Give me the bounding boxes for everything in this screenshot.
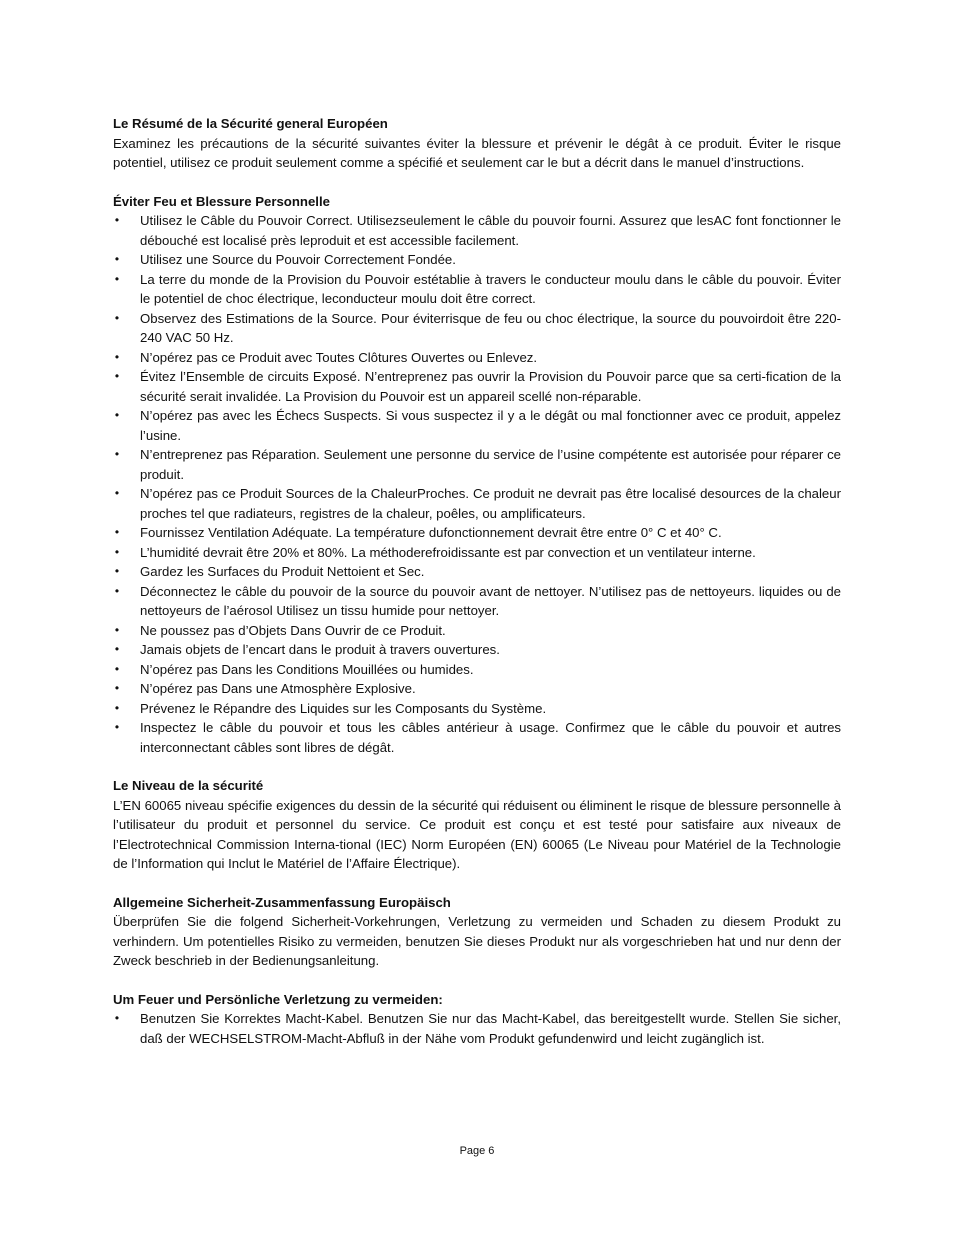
list-item-text: N’entreprenez pas Réparation. Seulement une personne du service de l’usine compétente est autorisée pour réparer ce produit. bbox=[140, 447, 841, 482]
bullet-icon: • bbox=[114, 447, 120, 461]
section-paragraph: Überprüfen Sie die folgend Sicherheit-Vorkehrungen, Verletzung zu vermeiden und Schaden zu diesem Produkt zu verhindern. Um potentielles Risiko zu vermeiden, benutzen Sie dieses Produkt nur als vorgeschrieben hat und nur denn der Zweck beschrieb in der Bedienungsanleitung. bbox=[113, 914, 841, 968]
section-avoid-fire-injury-de bbox=[113, 990, 841, 1049]
list-item bbox=[113, 679, 841, 699]
list-item-text: Évitez l’Ensemble de circuits Exposé. N’entreprenez pas ouvrir la Provision du Pouvoir parce que sa certi-fication de la sécurité serait invalidée. La Provision du Pouvoir est un appareil scellé non-réparable. bbox=[140, 369, 841, 404]
list-item bbox=[113, 582, 841, 621]
list-item bbox=[113, 562, 841, 582]
list-item-text: Déconnectez le câble du pouvoir de la source du pouvoir avant de nettoyer. N’utilisez pas de nettoyeurs. liquides ou de nettoyeurs de l’aérosol Utilisez un tissu humide pour nettoyer. bbox=[140, 583, 841, 618]
section-safety-level-fr bbox=[113, 776, 841, 874]
section-heading: Le Résumé de la Sécurité general Européen bbox=[113, 116, 388, 131]
section-heading: Le Niveau de la sécurité bbox=[113, 778, 264, 793]
list-item-text: N’opérez pas Dans les Conditions Mouillées ou humides. bbox=[140, 661, 474, 677]
list-item bbox=[113, 660, 841, 680]
list-item-text: Prévenez le Répandre des Liquides sur les Composants du Système. bbox=[140, 700, 547, 716]
bullet-list bbox=[113, 211, 841, 757]
list-item-text: N’opérez pas ce Produit avec Toutes Clôtures Ouvertes ou Enlevez. bbox=[140, 349, 538, 365]
list-item bbox=[113, 309, 841, 348]
bullet-icon: • bbox=[114, 661, 120, 676]
section-heading: Éviter Feu et Blessure Personnelle bbox=[113, 193, 330, 209]
bullet-icon: • bbox=[114, 349, 120, 364]
list-item-text: N’opérez pas Dans une Atmosphère Explosive. bbox=[140, 681, 416, 696]
list-item bbox=[113, 543, 841, 563]
list-item bbox=[113, 406, 841, 445]
list-item-text: Jamais objets de l’encart dans le produit à travers ouvertures. bbox=[140, 642, 500, 657]
bullet-icon: • bbox=[114, 544, 120, 559]
list-item bbox=[113, 621, 841, 641]
list-item-text: Ne poussez pas d’Objets Dans Ouvrir de ce Produit. bbox=[140, 622, 446, 638]
bullet-icon: • bbox=[114, 486, 120, 500]
list-item bbox=[113, 718, 841, 757]
list-item-text: Utilisez une Source du Pouvoir Correctement Fondée. bbox=[140, 252, 456, 267]
page-number: Page 6 bbox=[459, 1145, 495, 1157]
document-page bbox=[113, 114, 841, 1067]
list-item bbox=[113, 250, 841, 270]
list-item-text: Fournissez Ventilation Adéquate. La température dufonctionnement devrait être entre 0° C et 40° C. bbox=[140, 525, 722, 540]
list-item-text: N’opérez pas avec les Échecs Suspects. Si vous suspectez il y a le dégât ou mal fonctionner avec ce produit, appelez l’usine. bbox=[140, 408, 841, 443]
section-paragraph: Examinez les précautions de la sécurité suivantes éviter la blessure et prévenir le dégât à ce produit. Éviter le risque potentiel, utilisez ce produit seulement comme a spécifié et seulement car le but a décrit dans le manuel d’instructions. bbox=[113, 135, 841, 170]
section-avoid-fire-injury-fr bbox=[113, 192, 841, 758]
list-item bbox=[113, 1009, 841, 1048]
list-item-text: Inspectez le câble du pouvoir et tous les câbles antérieur à usage. Confirmez que le câble du pouvoir et autres interconnectant câbles sont libres de dégât. bbox=[140, 720, 841, 755]
list-item bbox=[113, 348, 841, 368]
bullet-icon: • bbox=[114, 681, 120, 695]
list-item-text: La terre du monde de la Provision du Pouvoir estétablie à travers le conducteur moulu dans le câble du pouvoir. Éviter le potentiel de choc électrique, leconducteur moulu doit être correct. bbox=[140, 271, 841, 306]
list-item bbox=[113, 367, 841, 406]
section-heading: Allgemeine Sicherheit-Zusammenfassung Europäisch bbox=[113, 894, 451, 910]
list-item bbox=[113, 640, 841, 660]
section-eu-safety-summary-de bbox=[113, 893, 841, 971]
bullet-icon: • bbox=[114, 720, 120, 734]
list-item bbox=[113, 699, 841, 719]
list-item-text: N’opérez pas ce Produit Sources de la ChaleurProches. Ce produit ne devrait pas être localisé desources de la chaleur proches tel que radiateurs, registres de la chaleur, poêles, ou amplificateurs. bbox=[140, 486, 841, 521]
bullet-icon: • bbox=[114, 310, 120, 325]
bullet-list bbox=[113, 1009, 841, 1048]
bullet-icon: • bbox=[114, 1011, 120, 1025]
section-heading: Um Feuer und Persönliche Verletzung zu vermeiden: bbox=[113, 991, 443, 1007]
bullet-icon: • bbox=[114, 271, 120, 286]
list-item bbox=[113, 445, 841, 484]
section-paragraph: L’EN 60065 niveau spécifie exigences du dessin de la sécurité qui réduisent ou éliminent le risque de blessure personnelle à l’utilisateur du produit et personnel du service. Ce produit est conçu et est testé pour satisfaire aux niveaux de l’Electrotechnical Commission Interna-tional (IEC) Norm Européen (EN) 60065 (Le Niveau pour Matériel de la Technologie de l’Information qui Inclut le Matériel de l’Affaire Électrique). bbox=[113, 797, 841, 871]
list-item-text: Utilisez le Câble du Pouvoir Correct. Utilisezseulement le câble du pouvoir fourni. Assurez que lesAC font fonctionner le débouché est localisé près leproduit et est accessible facilement. bbox=[140, 213, 841, 248]
list-item bbox=[113, 270, 841, 309]
bullet-icon: • bbox=[114, 408, 120, 422]
list-item bbox=[113, 484, 841, 523]
bullet-icon: • bbox=[114, 700, 120, 715]
bullet-icon: • bbox=[114, 583, 120, 598]
list-item-text: Benutzen Sie Korrektes Macht-Kabel. Benutzen Sie nur das Macht-Kabel, das bereitgestellt wurde. Stellen Sie sicher, daß der WECHSELSTROM-Macht-Abfluß in der Nähe vom Produkt gefundenwird und leicht zugänglich ist. bbox=[140, 1011, 841, 1046]
list-item-text: Observez des Estimations de la Source. Pour éviterrisque de feu ou choc électrique, la source du pouvoirdoit être 220-240 VAC 50 Hz. bbox=[140, 310, 841, 345]
list-item-text: Gardez les Surfaces du Produit Nettoient et Sec. bbox=[140, 564, 425, 579]
bullet-icon: • bbox=[114, 252, 120, 266]
bullet-icon: • bbox=[114, 564, 120, 578]
list-item bbox=[113, 211, 841, 250]
list-item-text: L’humidité devrait être 20% et 80%. La méthoderefroidissante est par convection et un ventilateur interne. bbox=[140, 544, 756, 560]
bullet-icon: • bbox=[114, 622, 120, 637]
list-item bbox=[113, 523, 841, 543]
page-footer bbox=[0, 1144, 954, 1158]
bullet-icon: • bbox=[114, 369, 120, 383]
bullet-icon: • bbox=[114, 213, 120, 227]
bullet-icon: • bbox=[114, 642, 120, 656]
bullet-icon: • bbox=[114, 525, 120, 539]
section-eu-safety-summary-fr bbox=[113, 114, 841, 173]
